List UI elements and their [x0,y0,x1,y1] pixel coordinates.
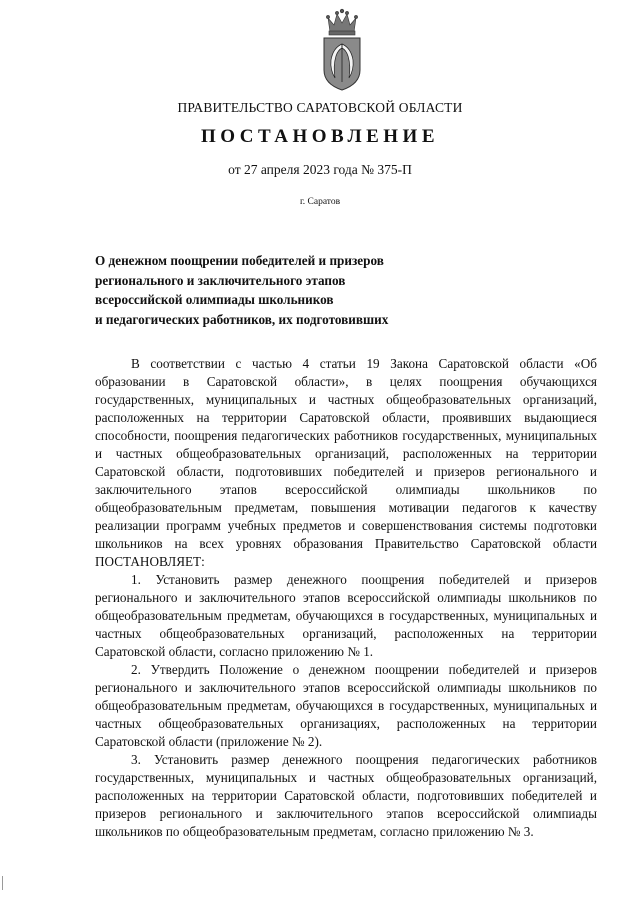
preamble-paragraph: В соответствии с частью 4 статьи 19 Закона Саратовской области «Об образовании в Саратовской области», в целях поощрения обучающихся государственных, муниципальных и частных общеобразовательных организаций, расположенных на территории Саратовской области, проявивших выдающиеся способности, поощрения педагогических работников государственных, муниципальных и частных общеобразовательных организаций, расположенных на территории Саратовской области, подготовивших победителей и призеров регионального и заключительного этапов всероссийской олимпиады школьников по общеобразовательным предметам, повышения мотивации педагогов к качеству реализации программ учебных предметов и совершенствования системы подготовки школьников на всех уровнях образования Правительство Саратовской области ПОСТАНОВЛЯЕТ: [95,356,597,569]
title-line: и педагогических работников, их подготовивших [95,311,389,327]
coat-of-arms-icon [318,8,366,92]
city: г. Саратов [299,197,341,207]
document-date-number: от 27 апреля 2023 года № 375-П [228,162,412,177]
clause-2-paragraph: 2. Утвердить Положение о денежном поощрении победителей и призеров регионального и заключительного этапов всероссийской олимпиады школьников по общеобразовательным предметам, обучающихся в государственных, муниципальных и частных общеобразовательных организациях, расположенных на территории Саратовской области (приложение № 2). [95,662,597,749]
title-line: регионального и заключительного этапов [95,272,346,288]
organization-name: ПРАВИТЕЛЬСТВО САРАТОВСКОЙ ОБЛАСТИ [177,100,463,115]
title-line: всероссийской олимпиады школьников [95,292,334,307]
clause-3-paragraph: 3. Установить размер денежного поощрения педагогических работников государственных, муниципальных и частных общеобразовательных организаций, расположенных на территории Саратовской области, подготовивших победителей и призеров регионального и заключительного этапов всероссийской олимпиады школьников по общеобразовательным предметам, согласно приложению № 3. [95,752,597,839]
document-type: ПОСТАНОВЛЕНИЕ [200,126,440,147]
resolution-title [95,251,455,329]
clause-1-paragraph: 1. Установить размер денежного поощрения победителей и призеров регионального и заключительного этапов всероссийской олимпиады школьников по общеобразовательным предметам, обучающихся в государственных, муниципальных и частных общеобразовательных организаций, расположенных на территории Саратовской области, согласно приложению № 1. [95,572,597,659]
scan-edge-mark [2,876,3,890]
title-line: О денежном поощрении победителей и призеров [95,253,384,268]
document-body [95,355,597,841]
